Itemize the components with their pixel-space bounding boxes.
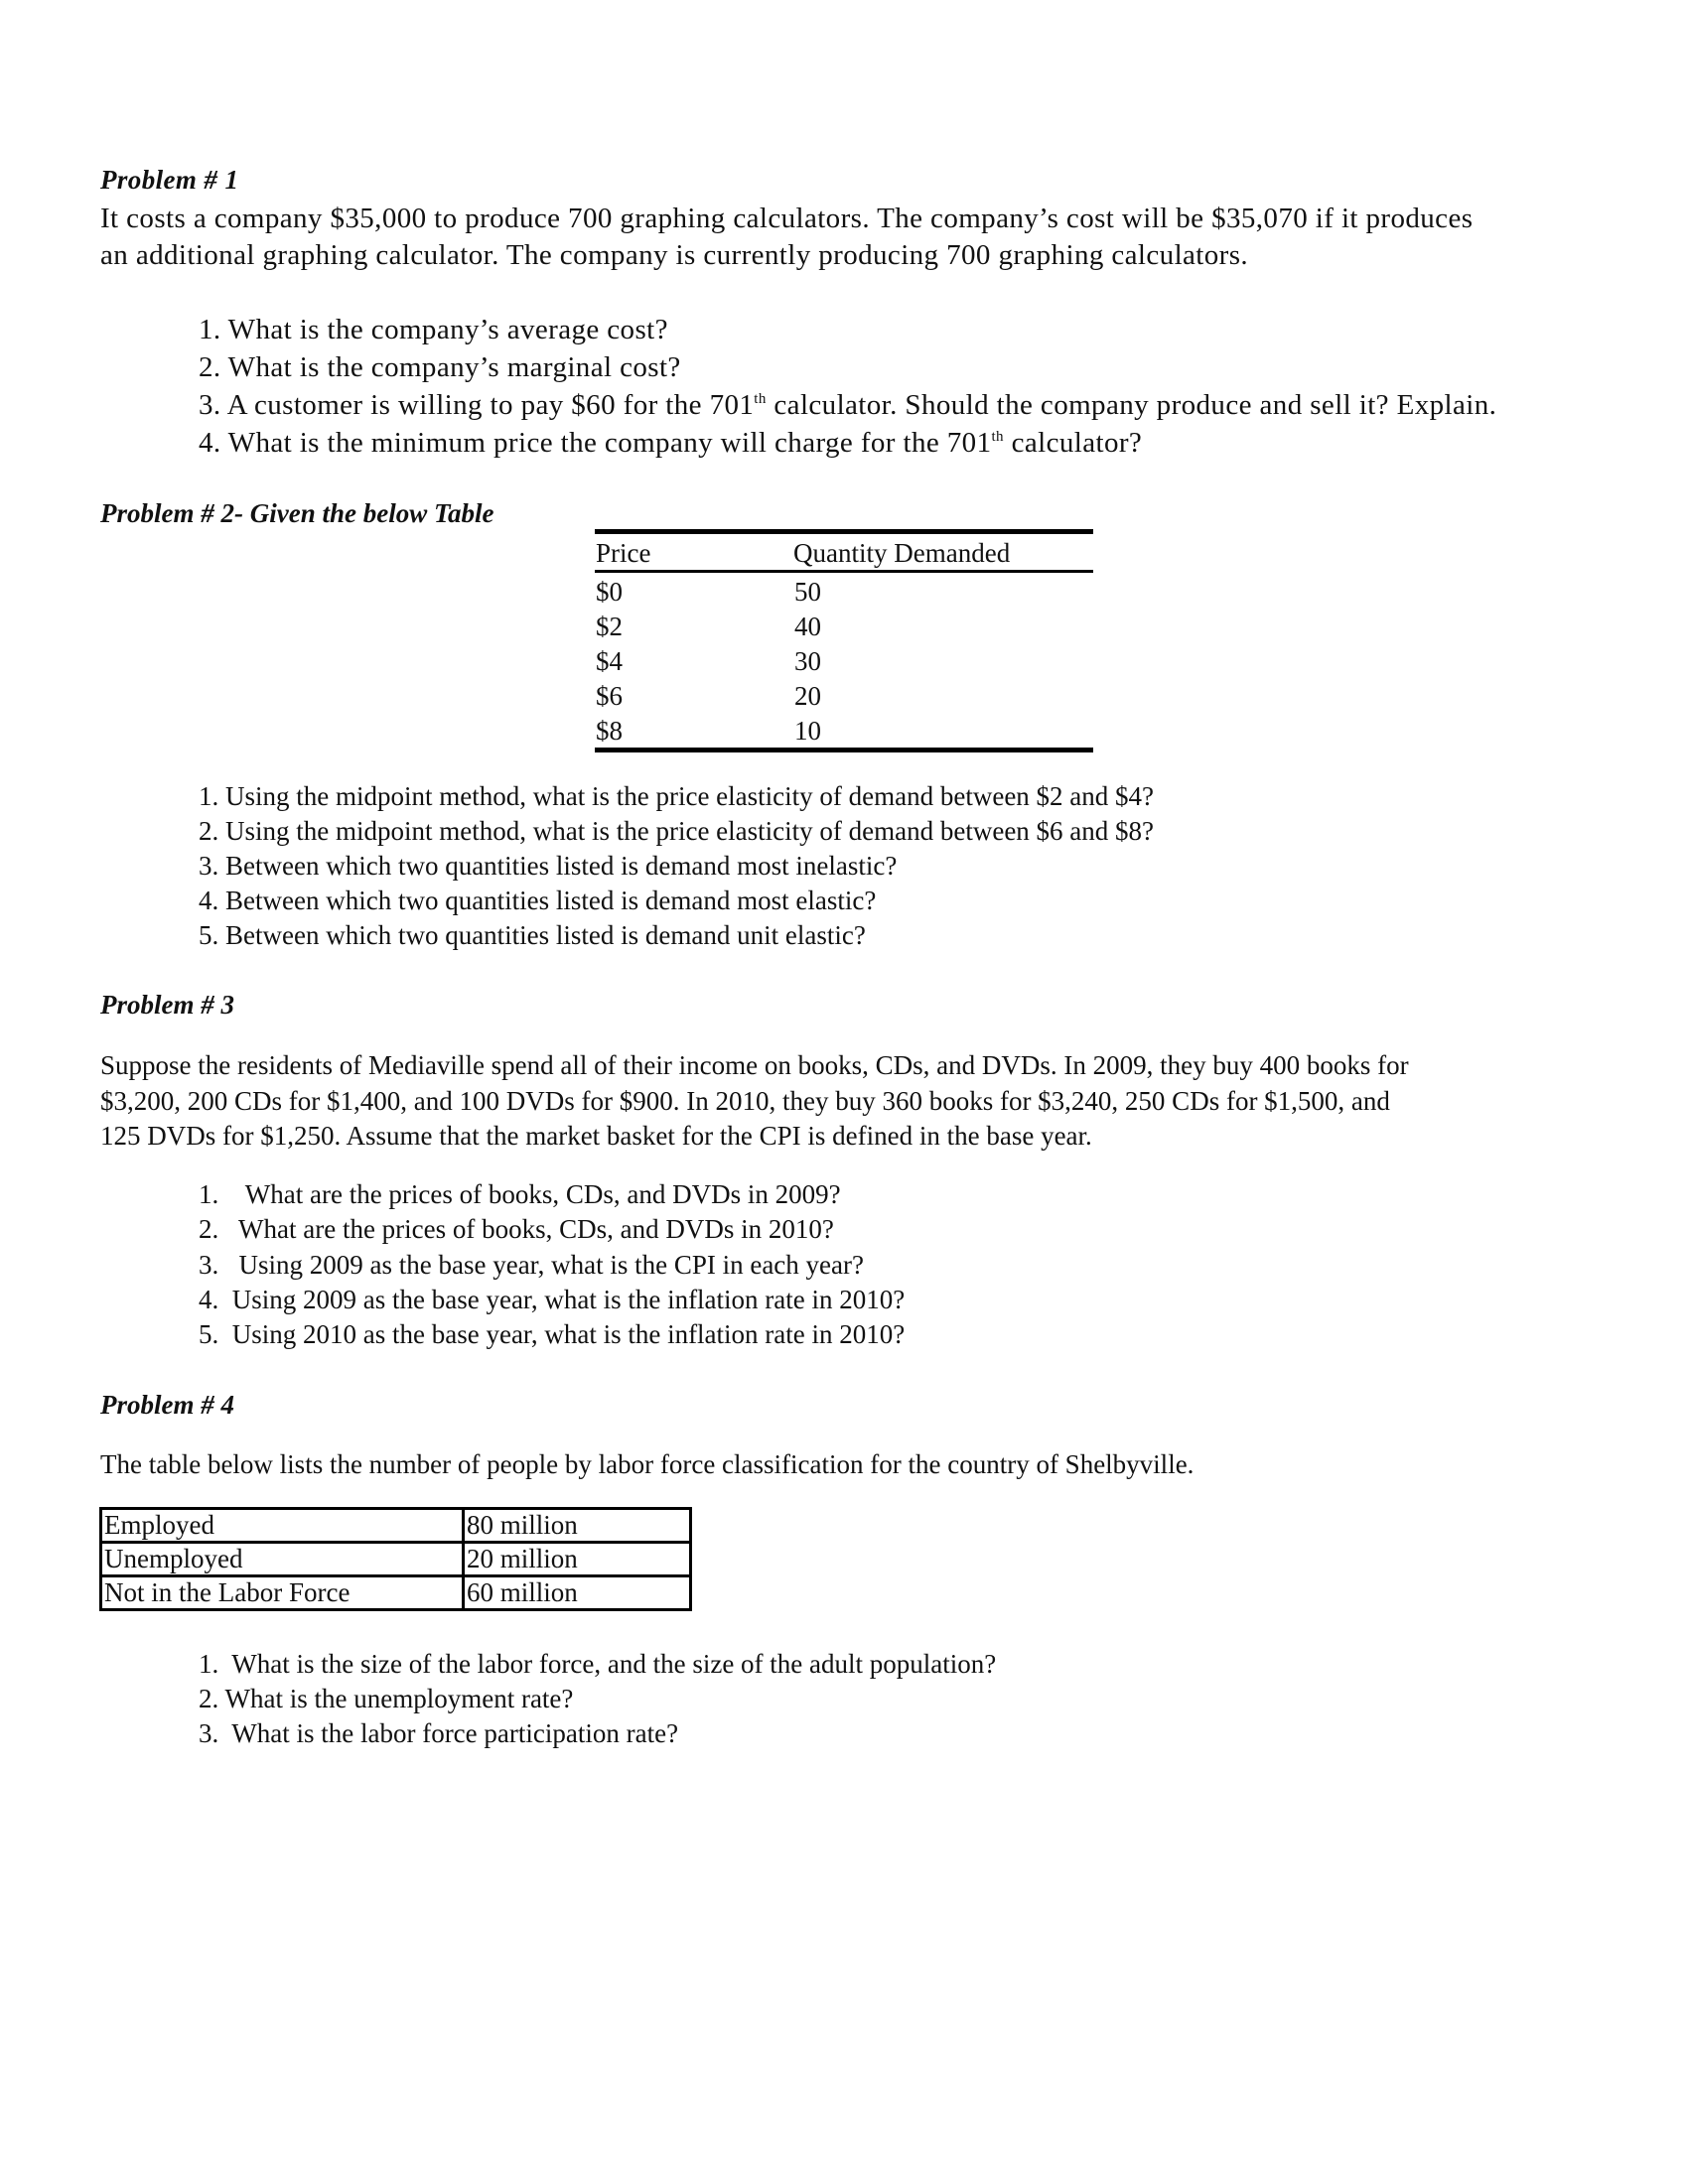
- table-cell-value: 20 million: [464, 1543, 691, 1576]
- problem-1-paragraph-line: an additional graphing calculator. The company is currently producing 700 graphing calculators.: [100, 239, 1249, 271]
- problem-4-question: 1. What is the size of the labor force, and the size of the adult population?: [199, 1649, 997, 1679]
- problem-1-question: [199, 350, 681, 384]
- table-row: [101, 1543, 691, 1576]
- table-top-rule: [595, 529, 1093, 534]
- table-cell-category: Not in the Labor Force: [101, 1576, 464, 1610]
- problem-4-title: Problem # 4: [100, 1390, 234, 1420]
- problem-2-question: 5. Between which two quantities listed is demand unit elastic?: [199, 920, 866, 950]
- table-cell-category: Employed: [101, 1509, 464, 1543]
- problem-1-title: Problem # 1: [100, 165, 239, 195]
- table-cell-value: 60 million: [464, 1576, 691, 1610]
- table-cell-category: Unemployed: [101, 1543, 464, 1576]
- problem-2-question: 3. Between which two quantities listed is demand most inelastic?: [199, 851, 898, 881]
- table-header-rule: [595, 570, 1093, 573]
- problem-4-question: 2. What is the unemployment rate?: [199, 1684, 574, 1713]
- problem-4-paragraph: The table below lists the number of people by labor force classification for the country of Shelbyville.: [100, 1449, 1195, 1479]
- question-text: calculator?: [1003, 427, 1143, 459]
- superscript: th: [991, 429, 1004, 445]
- problem-3-paragraph-line: $3,200, 200 CDs for $1,400, and 100 DVDs for $900. In 2010, they buy 360 books for $3,240, 250 CDs for $1,500, and: [100, 1086, 1390, 1116]
- table-cell-value: 80 million: [464, 1509, 691, 1543]
- problem-2-title: Problem # 2- Given the below Table: [100, 498, 494, 528]
- table-header-price: Price: [596, 538, 651, 568]
- table-cell-quantity: 10: [794, 716, 821, 746]
- problem-2-question: 4. Between which two quantities listed is demand most elastic?: [199, 886, 877, 915]
- problem-3-paragraph-line: Suppose the residents of Mediaville spend all of their income on books, CDs, and DVDs. In 2009, they buy 400 books for: [100, 1050, 1409, 1080]
- problem-3-question: 2. What are the prices of books, CDs, and DVDs in 2010?: [199, 1214, 834, 1244]
- problem-2-question: 1. Using the midpoint method, what is the price elasticity of demand between $2 and $4?: [199, 781, 1155, 811]
- question-text: 4. What is the minimum price the company will charge for the 701: [199, 427, 992, 459]
- problem-1-question: [199, 313, 668, 346]
- labor-force-table: [99, 1507, 692, 1611]
- question-text: 2. What is the company’s marginal cost?: [199, 351, 681, 383]
- problem-3-question: 4. Using 2009 as the base year, what is the inflation rate in 2010?: [199, 1285, 906, 1314]
- table-cell-price: $4: [596, 646, 623, 676]
- problem-3-question: 3. Using 2009 as the base year, what is the CPI in each year?: [199, 1250, 864, 1280]
- problem-3-title: Problem # 3: [100, 990, 234, 1020]
- problem-4-question: 3. What is the labor force participation rate?: [199, 1718, 679, 1748]
- table-cell-price: $8: [596, 716, 623, 746]
- problem-2-question: 2. Using the midpoint method, what is the price elasticity of demand between $6 and $8?: [199, 816, 1155, 846]
- table-cell-quantity: 30: [794, 646, 821, 676]
- question-text: 1. What is the company’s average cost?: [199, 314, 668, 345]
- table-header-quantity: Quantity Demanded: [793, 538, 1011, 568]
- question-text: calculator. Should the company produce and sell it? Explain.: [766, 389, 1497, 421]
- problem-1-paragraph-line: It costs a company $35,000 to produce 700 graphing calculators. The company’s cost will be $35,070 if it produces: [100, 203, 1474, 234]
- table-cell-quantity: 40: [794, 612, 821, 641]
- table-cell-price: $0: [596, 577, 623, 607]
- table-row: [101, 1576, 691, 1610]
- problem-1-question: [199, 388, 1496, 422]
- table-bottom-rule: [595, 748, 1093, 752]
- table-cell-price: $6: [596, 681, 623, 711]
- table-cell-price: $2: [596, 612, 623, 641]
- problem-3-question: 5. Using 2010 as the base year, what is the inflation rate in 2010?: [199, 1319, 906, 1349]
- question-text: 3. A customer is willing to pay $60 for the 701: [199, 389, 755, 421]
- table-row: [101, 1509, 691, 1543]
- table-cell-quantity: 20: [794, 681, 821, 711]
- table-cell-quantity: 50: [794, 577, 821, 607]
- problem-3-question: 1. What are the prices of books, CDs, and DVDs in 2009?: [199, 1179, 841, 1209]
- superscript: th: [754, 391, 767, 407]
- problem-3-paragraph-line: 125 DVDs for $1,250. Assume that the market basket for the CPI is defined in the base year.: [100, 1121, 1092, 1151]
- problem-1-question: [199, 426, 1142, 460]
